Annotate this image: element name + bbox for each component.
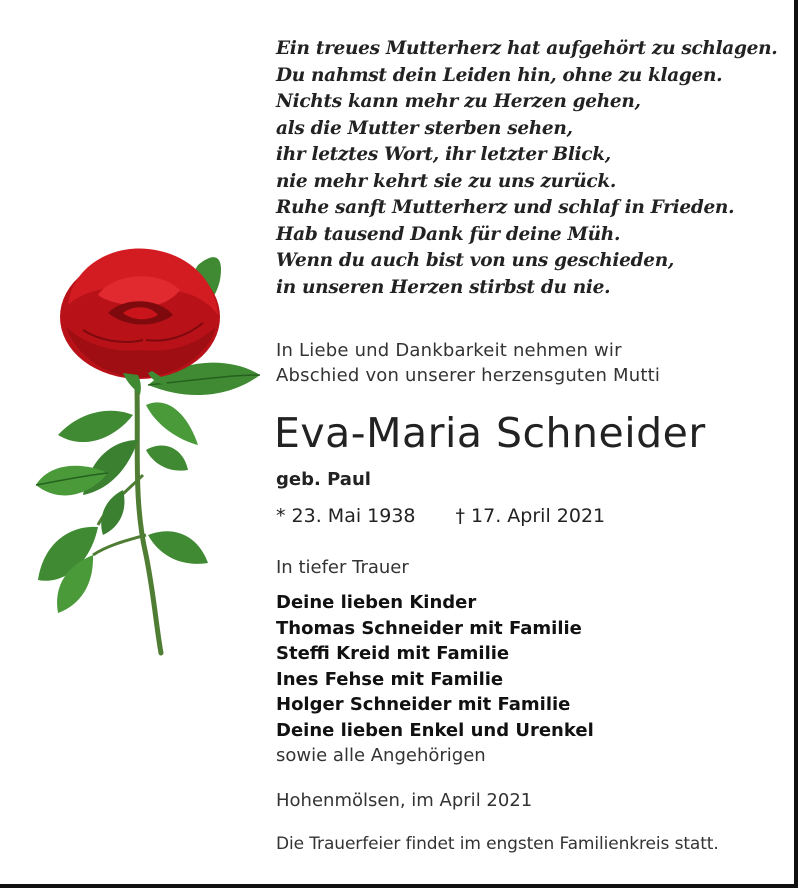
poem-line: Hab tausend Dank für deine Müh. — [276, 223, 621, 245]
mourner: Steffi Kreid mit Familie — [276, 643, 510, 664]
death-date: † 17. April 2021 — [455, 505, 606, 527]
mourner: Deine lieben Enkel und Urenkel — [276, 719, 594, 741]
poem-line: Wenn du auch bist von uns geschieden, — [276, 250, 675, 271]
poem-line: nie mehr kehrt sie zu uns zurück. — [276, 170, 617, 192]
red-rose-image — [28, 235, 268, 660]
intro-line-2: Abschied von unserer herzensguten Mutti — [276, 365, 661, 386]
poem-line: ihr letztes Wort, ihr letzter Blick, — [276, 144, 611, 165]
maiden-name: geb. Paul — [276, 469, 371, 490]
poem-line: Du nahmst dein Leiden hin, ohne zu klagen. — [276, 64, 723, 86]
mourning-label: In tiefer Trauer — [276, 557, 409, 578]
funeral-note: Die Trauerfeier findet im engsten Familienkreis statt. — [276, 834, 719, 854]
poem-line: Ein treues Mutterherz hat aufgehört zu schlagen. — [276, 38, 778, 59]
poem-line: als die Mutter sterben sehen, — [276, 117, 573, 139]
mourners-list — [276, 590, 594, 769]
poem-line: Nichts kann mehr zu Herzen gehen, — [276, 91, 641, 112]
life-dates — [276, 502, 605, 530]
farewell-intro — [276, 338, 786, 388]
poem-line: Ruhe sanft Mutterherz und schlaf in Frieden. — [276, 197, 735, 218]
mourner: Thomas Schneider mit Familie — [276, 617, 582, 639]
mourner: Deine lieben Kinder — [276, 592, 477, 613]
memorial-poem — [276, 36, 786, 301]
deceased-name: Eva-Maria Schneider — [274, 409, 706, 457]
intro-line-1: In Liebe und Dankbarkeit nehmen wir — [276, 340, 622, 361]
place-and-date: Hohenmölsen, im April 2021 — [276, 790, 533, 811]
birth-date: * 23. Mai 1938 — [276, 505, 416, 527]
mourner: Holger Schneider mit Familie — [276, 694, 571, 715]
other-relatives: sowie alle Angehörigen — [276, 745, 486, 766]
poem-line: in unseren Herzen stirbst du nie. — [276, 276, 611, 298]
mourner: Ines Fehse mit Familie — [276, 668, 504, 690]
